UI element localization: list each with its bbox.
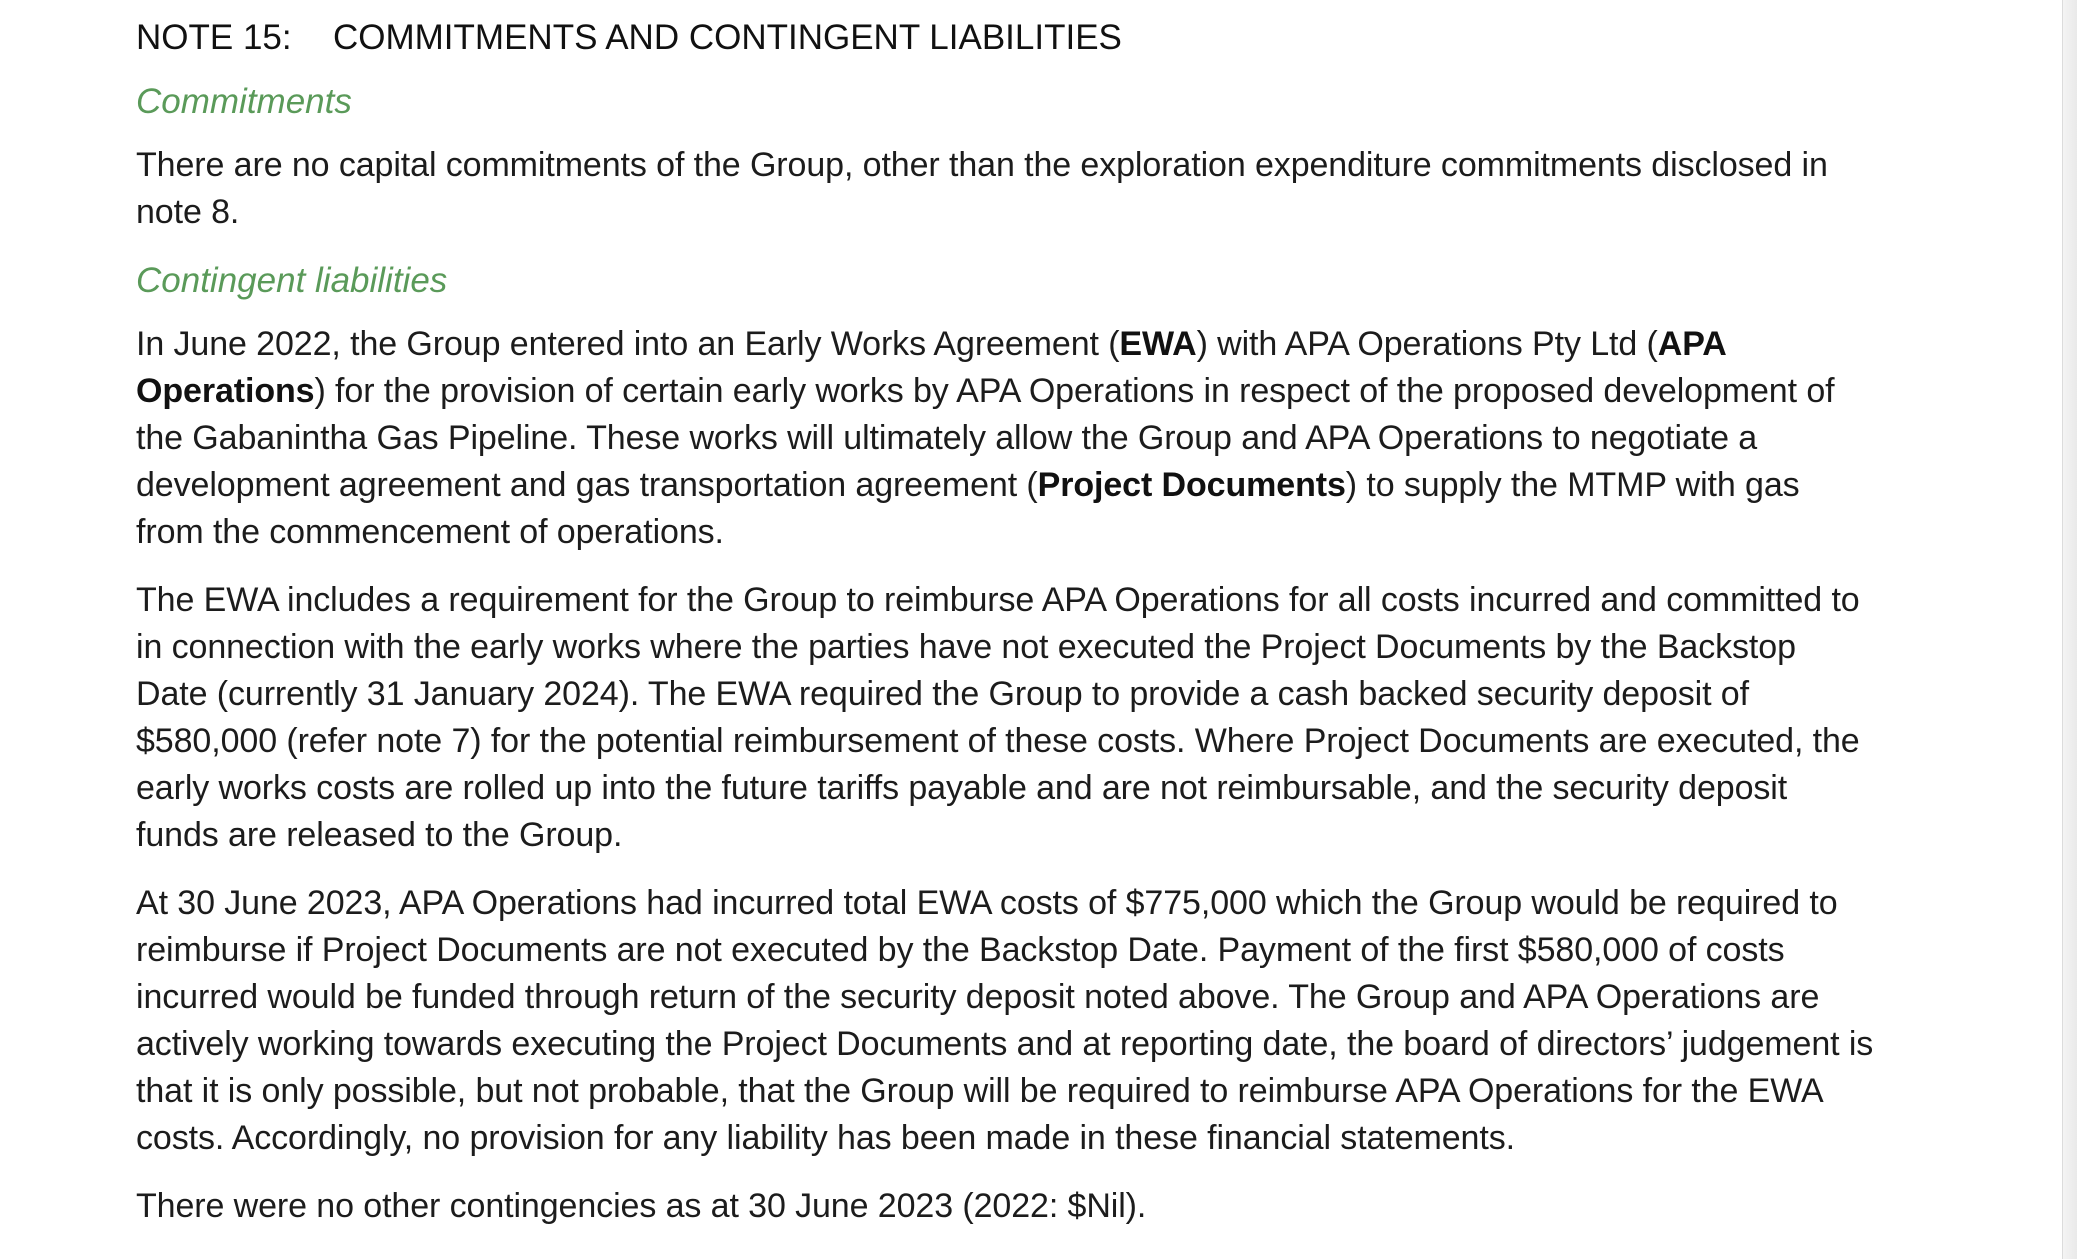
text-run: ) with APA Operations Pty Ltd ( <box>1196 325 1658 363</box>
scrollbar[interactable] <box>2062 0 2077 1259</box>
contingent-paragraph-3: At 30 June 2023, APA Operations had incurred total EWA costs of $775,000 which the Group would be required to reimburse if Project Documents are not executed by the Backstop Date. Payment of the first $580,000 of costs incurred would be funded through return of the security deposit noted above. The Group and APA Operations are actively working towards executing the Project Documents and at reporting date, the board of directors’ judgement is that it is only possible, but not probable, that the Group will be required to reimburse APA Operations for the EWA costs. Accordingly, no provision for any liability has been made in these financial statements. <box>136 884 1874 1157</box>
defined-term-project-documents: Project Documents <box>1037 466 1346 504</box>
text-run: ) for the provision of certain early works by APA Operations in respect of the proposed development of the Gabanintha Gas Pipeline. These works will ultimately allow the Group and APA Operations to negotiate a development agreement and gas transportation agreement ( <box>136 372 1835 504</box>
contingent-paragraph-4: There were no other contingencies as at 30 June 2023 (2022: $Nil). <box>136 1187 1147 1225</box>
commitments-paragraph: There are no capital commitments of the Group, other than the exploration expenditure commitments disclosed in note 8. <box>136 146 1828 231</box>
defined-term-apa-operations: APA Operations <box>136 325 1726 410</box>
text-run: In June 2022, the Group entered into an Early Works Agreement ( <box>136 325 1120 363</box>
defined-term-ewa: EWA <box>1119 325 1197 363</box>
contingent-paragraph-1 <box>136 321 1876 556</box>
note-number: NOTE 15: <box>136 18 292 57</box>
note-title: COMMITMENTS AND CONTINGENT LIABILITIES <box>333 18 1122 57</box>
commitments-heading: Commitments <box>136 82 352 121</box>
contingent-liabilities-heading: Contingent liabilities <box>136 261 448 300</box>
note-heading <box>136 14 1876 62</box>
contingent-paragraph-2: The EWA includes a requirement for the Group to reimburse APA Operations for all costs incurred and committed to in connection with the early works where the parties have not executed the Project Documents by the Backstop Date (currently 31 January 2024). The EWA required the Group to provide a cash backed security deposit of $580,000 (refer note 7) for the potential reimbursement of these costs. Where Project Documents are executed, the early works costs are rolled up into the future tariffs payable and are not reimbursable, and the security deposit funds are released to the Group. <box>136 581 1860 854</box>
text-run: ) to supply the MTMP with gas from the commencement of operations. <box>136 466 1800 551</box>
document-page <box>136 14 1876 1251</box>
